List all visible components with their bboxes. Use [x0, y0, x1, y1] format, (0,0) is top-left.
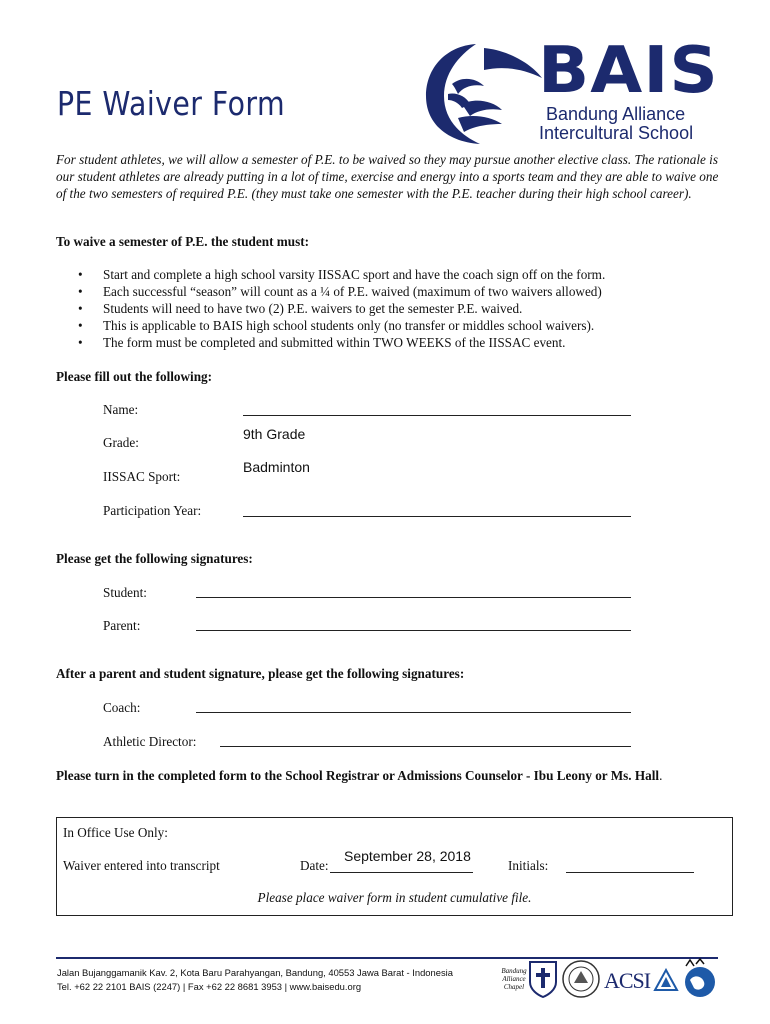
signatures-heading: Please get the following signatures:	[56, 551, 253, 566]
date-line	[330, 872, 473, 873]
office-heading: In Office Use Only:	[63, 825, 168, 840]
name-field[interactable]	[243, 398, 631, 416]
globe-logo-icon	[682, 958, 718, 1000]
office-note: Please place waiver form in student cumulative file.	[257, 890, 532, 905]
waiver-entered-label: Waiver entered into transcript	[63, 858, 220, 873]
acsi-logo: ACSI	[604, 968, 651, 993]
coach-signature-line[interactable]	[196, 712, 631, 713]
grade-label: Grade:	[103, 435, 139, 450]
student-signature-label: Student:	[103, 585, 147, 600]
turn-in-period: .	[659, 768, 663, 783]
date-field[interactable]: September 28, 2018	[344, 848, 471, 864]
date-label: Date:	[300, 858, 329, 873]
requirements-heading: To waive a semester of P.E. the student must:	[56, 234, 309, 249]
requirements-list	[84, 266, 744, 351]
list-item: • Start and complete a high school varsity IISSAC sport and have the coach sign off on the form.	[84, 266, 744, 283]
page-title: PE Waiver Form	[57, 84, 286, 123]
footer-text	[57, 966, 453, 994]
turn-in-text: Please turn in the completed form to the School Registrar or Admissions Counselor - Ibu Leony or Ms. Hall	[56, 768, 660, 783]
sport-field[interactable]: Badminton	[243, 459, 310, 475]
grade-field[interactable]: 9th Grade	[243, 426, 306, 442]
coach-signature-label: Coach:	[103, 700, 141, 715]
parent-signature-line[interactable]	[196, 630, 631, 631]
eagle-icon	[418, 38, 548, 148]
list-item: • This is applicable to BAIS high school students only (no transfer or middles school waivers).	[84, 317, 744, 334]
list-item: • The form must be completed and submitted within TWO WEEKS of the IISSAC event.	[84, 334, 744, 351]
ad-signature-line[interactable]	[220, 746, 631, 747]
fill-heading: Please fill out the following:	[56, 369, 213, 384]
footer-address: Jalan Bujanggamanik Kav. 2, Kota Baru Parahyangan, Bandung, 40553 Jawa Barat - Indonesia	[57, 967, 453, 978]
initials-field[interactable]	[566, 872, 694, 873]
intro-paragraph: For student athletes, we will allow a semester of P.E. to be waived so they may pursue another elective class. The rationale is our student athletes are already putting in a lot of time, exercise and energy into a sports team and they are able to waive one of the two semesters of required P.E. (they must take one semester with the P.E. teacher during their high school career).	[56, 152, 719, 201]
year-field[interactable]	[243, 499, 631, 517]
ad-signature-label: Athletic Director:	[103, 734, 197, 749]
sport-label: IISSAC Sport:	[103, 469, 181, 484]
alliance-chapel-logo: Bandung Alliance Chapel	[501, 967, 527, 991]
logo-line2: Intercultural School	[539, 123, 694, 143]
footer-divider	[56, 957, 718, 959]
shield-logo-icon	[528, 960, 558, 998]
year-label: Participation Year:	[103, 503, 202, 518]
initials-label: Initials:	[508, 858, 549, 873]
list-item: • Each successful “season” will count as a ¼ of P.E. waived (maximum of two waivers allowed)	[84, 283, 744, 300]
office-use-box	[56, 817, 733, 916]
logo-brand: BAIS	[538, 34, 719, 108]
after-heading: After a parent and student signature, please get the following signatures:	[56, 666, 465, 681]
bais-logo	[418, 34, 733, 148]
student-signature-line[interactable]	[196, 597, 631, 598]
parent-signature-label: Parent:	[103, 618, 141, 633]
logo-line1: Bandung Alliance	[546, 104, 686, 124]
footer-contact: Tel. +62 22 2101 BAIS (2247) | Fax +62 22 8681 3953 | www.baisedu.org	[57, 981, 362, 992]
seal-logo-icon	[560, 959, 602, 999]
list-item: • Students will need to have two (2) P.E. waivers to get the semester P.E. waived.	[84, 300, 744, 317]
triangle-logo-icon	[653, 968, 679, 992]
turn-in-note	[56, 767, 726, 784]
name-label: Name:	[103, 402, 139, 417]
